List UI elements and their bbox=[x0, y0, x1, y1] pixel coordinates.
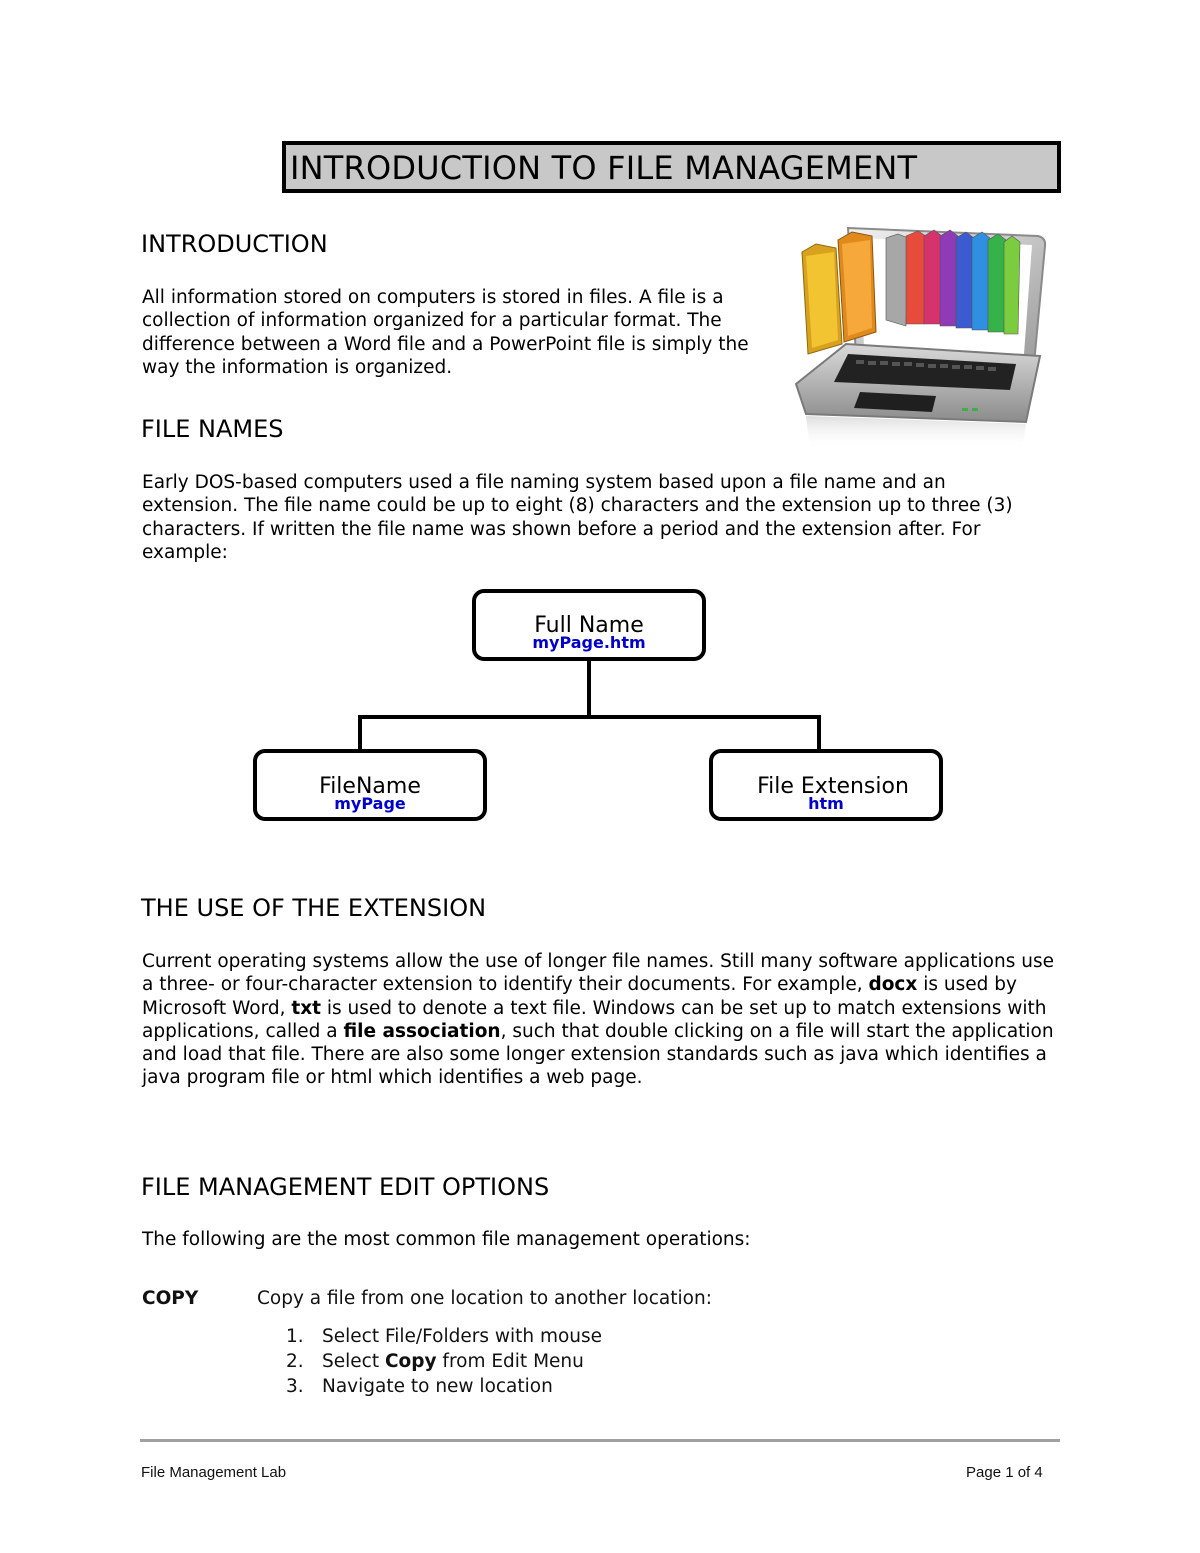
step-text-post: from Edit Menu bbox=[436, 1350, 584, 1372]
copy-step bbox=[286, 1350, 602, 1375]
extension-text-1: Current operating systems allow the use of longer file names. Still many software applications use a three- or four-character extension to identify their documents. For example, bbox=[142, 951, 1054, 996]
footer-rule bbox=[140, 1439, 1060, 1442]
file-extension-label: File Extension bbox=[757, 774, 909, 799]
step-bold: Copy bbox=[384, 1350, 437, 1372]
diagram-connectors bbox=[360, 659, 819, 752]
heading-extension: THE USE OF THE EXTENSION bbox=[141, 894, 487, 922]
file-extension-example: htm bbox=[808, 794, 844, 813]
extension-body bbox=[142, 950, 1054, 1090]
heading-edit-options: FILE MANAGEMENT EDIT OPTIONS bbox=[141, 1173, 550, 1201]
copy-description: Copy a file from one location to another location: bbox=[257, 1288, 712, 1309]
introduction-text: All information stored on computers is stored in files. A file is a collection of information organized for a particular format. The difference between a Word file and a PowerPoint file is simply the way the information is organized. bbox=[142, 287, 749, 378]
file-name-example: myPage bbox=[334, 794, 406, 813]
extension-docx: docx bbox=[868, 974, 918, 996]
title-box bbox=[282, 141, 1061, 193]
edit-options-intro: The following are the most common file management operations: bbox=[142, 1229, 751, 1250]
laptop-folders-illustration bbox=[786, 214, 1048, 450]
full-name-label: Full Name bbox=[534, 613, 644, 638]
step-text: Navigate to new location bbox=[322, 1375, 553, 1397]
introduction-body bbox=[142, 286, 767, 379]
extension-file-association: file association bbox=[343, 1020, 501, 1042]
heading-introduction: INTRODUCTION bbox=[141, 230, 328, 258]
extension-paragraph bbox=[142, 950, 1054, 1090]
copy-step bbox=[286, 1325, 602, 1350]
extension-txt: txt bbox=[291, 997, 322, 1019]
step-text: Select File/Folders with mouse bbox=[322, 1326, 603, 1347]
extension-text-2: is used by Microsoft Word, bbox=[142, 974, 1017, 1019]
step-number: 2. bbox=[286, 1350, 304, 1372]
heading-file-names: FILE NAMES bbox=[141, 415, 284, 443]
extension-text-4: , such that double clicking on a file will start the application and load that file. There are also some longer extension standards such as java which identifies a java program file or html which identifies a web page. bbox=[142, 1020, 1054, 1089]
full-name-example: myPage.htm bbox=[532, 633, 646, 652]
document-title: INTRODUCTION TO FILE MANAGEMENT bbox=[290, 149, 918, 187]
file-names-text: Early DOS-based computers used a file naming system based upon a file name and an extension. The file name could be up to eight (8) characters and the extension up to three (3) characters. If written the file name was shown before a period and the extension after. For example: bbox=[142, 472, 1013, 563]
step-number: 1. bbox=[286, 1326, 304, 1347]
copy-steps bbox=[286, 1325, 602, 1399]
page-number: Page 1 of 4 bbox=[966, 1464, 1043, 1481]
copy-label: COPY bbox=[142, 1288, 199, 1309]
step-number: 3. bbox=[286, 1375, 304, 1397]
step-text: Select bbox=[322, 1350, 385, 1372]
file-name-label: FileName bbox=[319, 774, 421, 799]
file-name-diagram bbox=[250, 586, 950, 826]
extension-text-3: is used to denote a text file. Windows can be set up to match extensions with applications, called a bbox=[142, 997, 1047, 1042]
file-names-body bbox=[142, 471, 1047, 564]
copy-step bbox=[286, 1375, 602, 1400]
footer-title: File Management Lab bbox=[141, 1464, 287, 1481]
